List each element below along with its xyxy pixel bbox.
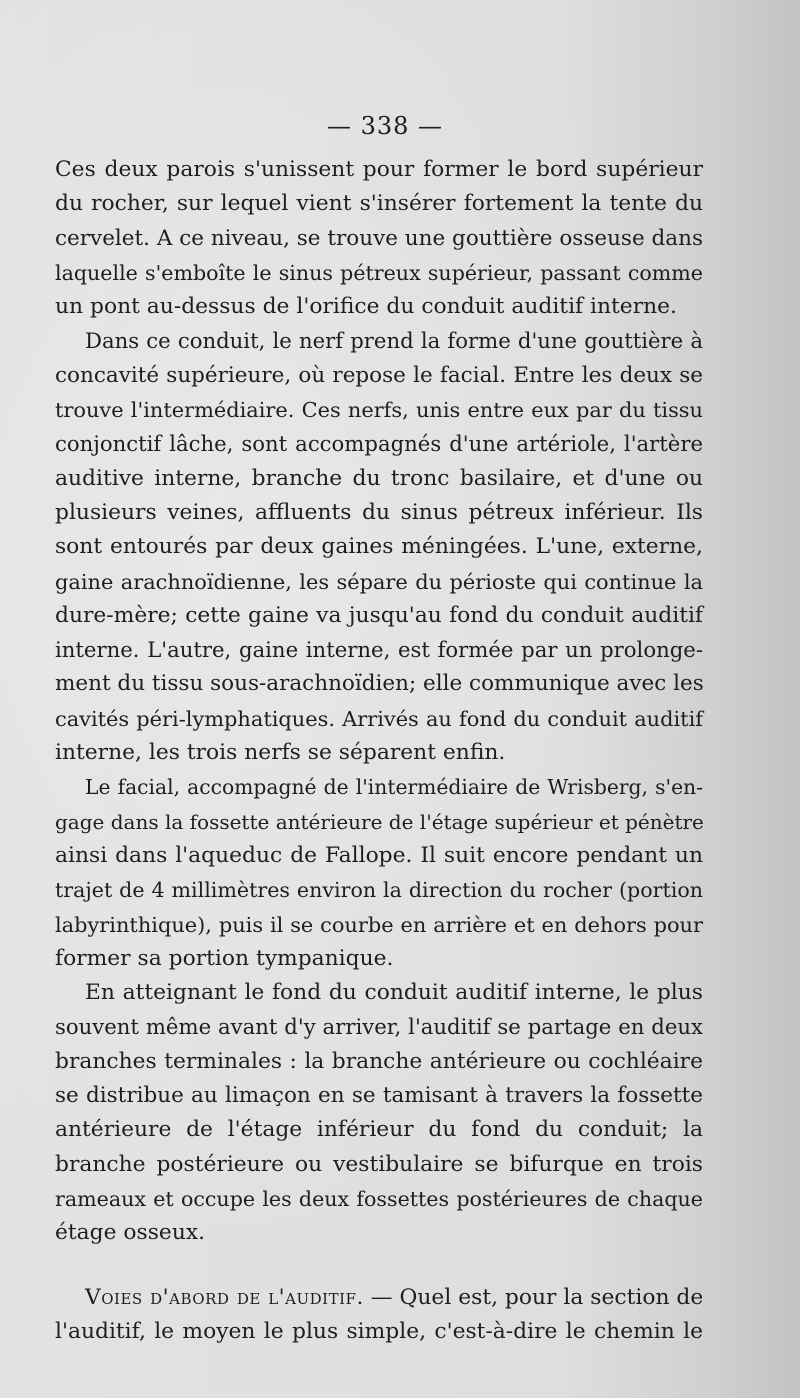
section-line-text: — Quel est, pour la section de	[363, 1284, 704, 1310]
text-line: plusieurs veines, affluents du sinus pétreux inférieur. Ils	[55, 499, 703, 525]
text-line: ainsi dans l'aqueduc de Fallope. Il suit encore pendant un	[55, 842, 703, 868]
paragraph-4	[55, 976, 703, 1250]
paragraph-1	[55, 153, 703, 324]
text-line: branches terminales : la branche antérieure ou cochléaire	[55, 1048, 703, 1074]
text-line: trouve l'intermédiaire. Ces nerfs, unis entre eux par du tissu	[55, 398, 703, 423]
text-line: l'auditif, le moyen le plus simple, c'est-à-dire le chemin le	[55, 1318, 703, 1344]
page-number: — 338 —	[326, 112, 444, 140]
section-heading: Voies d'abord de l'auditif.	[85, 1284, 364, 1310]
text-line: cavités péri-lymphatiques. Arrivés au fond du conduit auditif	[55, 706, 703, 731]
text-line: Ces deux parois s'unissent pour former le bord supérieur	[55, 157, 703, 182]
text-line: ment du tissu sous-arachnoïdien; elle communique avec les	[55, 671, 704, 697]
paragraph-2	[55, 324, 703, 770]
text-line: gage dans la fossette antérieure de l'étage supérieur et pénètre	[55, 809, 704, 834]
text-line: Le facial, accompagné de l'intermédiaire de Wrisberg, s'en-	[85, 775, 703, 800]
text-line: concavité supérieure, où repose le facial. Entre les deux se	[55, 362, 703, 388]
paragraph-3	[55, 770, 703, 976]
text-line: labyrinthique), puis il se courbe en arrière et en dehors pour	[55, 912, 703, 937]
text-line: du rocher, sur lequel vient s'insérer fortement la tente du	[55, 191, 703, 217]
text-line: branche postérieure ou vestibulaire se bifurque en trois	[55, 1151, 703, 1177]
text-line: En atteignant le fond du conduit auditif interne, le plus	[85, 980, 703, 1006]
text-line: auditive interne, branche du tronc basilaire, et d'une ou	[55, 465, 703, 491]
text-line: interne, les trois nerfs se séparent enfin.	[55, 740, 506, 766]
text-line: étage osseux.	[55, 1220, 206, 1246]
text-line: un pont au-dessus de l'orifice du conduit auditif interne.	[55, 294, 677, 320]
text-line: souvent même avant d'y arriver, l'auditif se partage en deux	[55, 1014, 703, 1040]
text-line: former sa portion tympanique.	[55, 945, 394, 971]
section-spacer	[55, 1251, 703, 1281]
text-line: antérieure de l'étage inférieur du fond du conduit; la	[55, 1117, 703, 1143]
section-first-line	[55, 1281, 703, 1315]
text-line: se distribue au limaçon en se tamisant à travers la fossette	[55, 1083, 703, 1109]
text-line: laquelle s'emboîte le sinus pétreux supérieur, passant comme	[55, 260, 703, 285]
text-line: trajet de 4 millimètres environ la direction du rocher (portion	[55, 878, 703, 903]
text-line: rameaux et occupe les deux fossettes postérieures de chaque	[55, 1186, 703, 1211]
text-line: dure-mère; cette gaine va jusqu'au fond du conduit auditif	[55, 602, 703, 628]
text-line: conjonctif lâche, sont accompagnés d'une artériole, l'artère	[55, 431, 703, 457]
text-line: gaine arachnoïdienne, les sépare du périoste qui continue la	[55, 569, 703, 594]
body-text	[55, 153, 703, 1349]
text-line: Dans ce conduit, le nerf prend la forme d'une gouttière à	[85, 328, 703, 354]
text-line: sont entourés par deux gaines méningées. L'une, externe,	[55, 534, 703, 560]
text-line: interne. L'autre, gaine interne, est formée par un prolonge-	[55, 637, 703, 663]
text-line: cervelet. A ce niveau, se trouve une gouttière osseuse dans	[55, 225, 703, 251]
section-voies-d-abord	[55, 1281, 703, 1350]
